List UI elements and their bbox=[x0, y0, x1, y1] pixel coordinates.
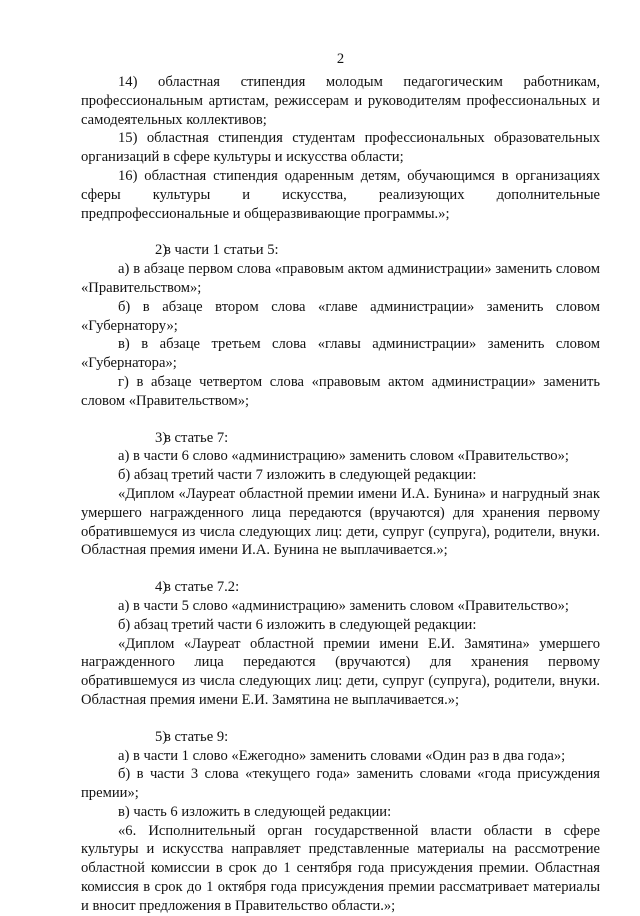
paragraph: б) в абзаце втором слова «главе администрации» заменить словом «Губернатору»; bbox=[81, 298, 600, 334]
section-number: 2) bbox=[155, 242, 168, 259]
paragraph: 14) областная стипендия молодым педагогическим работникам, профессиональным артистам, режиссерам и руководителям профессиональных и самодеятельных коллективов; bbox=[81, 74, 600, 128]
paragraph: а) в части 6 слово «администрацию» заменить словом «Правительство»; bbox=[118, 448, 569, 465]
paragraph: г) в абзаце четвертом слова «правовым актом администрации» заменить словом «Правительством»; bbox=[81, 373, 600, 409]
section-title: в части 1 статьи 5: bbox=[164, 242, 279, 259]
document-page bbox=[81, 50, 600, 916]
paragraph: в) в абзаце третьем слова «главы администрации» заменить словом «Губернатора»; bbox=[81, 336, 600, 372]
section-number: 4) bbox=[155, 579, 168, 596]
page-number: 2 bbox=[336, 51, 345, 67]
section-heading bbox=[81, 728, 600, 747]
section-title: в статье 9: bbox=[164, 728, 229, 745]
section-heading bbox=[81, 429, 600, 448]
section-heading bbox=[81, 241, 600, 260]
paragraph: б) абзац третий части 7 изложить в следующей редакции: bbox=[118, 467, 477, 484]
section-title: в статье 7: bbox=[164, 429, 229, 446]
paragraph: а) в абзаце первом слова «правовым актом администрации» заменить словом «Правительством»; bbox=[81, 261, 600, 296]
paragraph: 15) областная стипендия студентам профессиональных образовательных организаций в сфере культуры и искусства области; bbox=[81, 130, 600, 166]
section-title: в статье 7.2: bbox=[164, 579, 240, 596]
paragraph: б) в части 3 слова «текущего года» заменить словами «года присуждения премии»; bbox=[81, 766, 600, 802]
quoted-paragraph: «6. Исполнительный орган государственной власти области в сфере культуры и искусства направляет представленные материалы на рассмотрение областной комиссии в срок до 1 сентября года присуждения премии. Областная комиссия в срок до 1 октября года присуждения премии рассматривает материалы и вносит предложения в Правительство области.»; bbox=[81, 822, 600, 914]
paragraph: 16) областная стипендия одаренным детям, обучающимся в организациях сферы культуры и искусства, реализующих дополнительные предпрофессиональные и общеразвивающие программы.»; bbox=[81, 167, 600, 222]
section-number: 3) bbox=[155, 429, 168, 446]
paragraph: а) в части 1 слово «Ежегодно» заменить словами «Один раз в два года»; bbox=[118, 747, 566, 764]
paragraph: б) абзац третий части 6 изложить в следующей редакции: bbox=[118, 616, 477, 633]
section-number: 5) bbox=[155, 728, 168, 745]
quoted-paragraph: «Диплом «Лауреат областной премии имени Е.И. Замятина» умершего награжденного лица передаются (вручаются) для хранения первому обратившемуся из числа следующих лиц: дети, супруг (супруга), родители, внуки. Областная премия имени Е.И. Замятина не выплачивается.»; bbox=[81, 635, 600, 708]
section-heading bbox=[81, 578, 600, 597]
quoted-paragraph: «Диплом «Лауреат областной премии имени И.А. Бунина» и нагрудный знак умершего награжденного лица передаются (вручаются) для хранения первому обратившемуся из числа следующих лиц: дети, супруг (супруга), родители, внуки. Областная премия имени И.А. Бунина не выплачивается.»; bbox=[81, 485, 600, 559]
paragraph: а) в части 5 слово «администрацию» заменить словом «Правительство»; bbox=[118, 597, 569, 614]
paragraph: в) часть 6 изложить в следующей редакции: bbox=[118, 803, 392, 820]
